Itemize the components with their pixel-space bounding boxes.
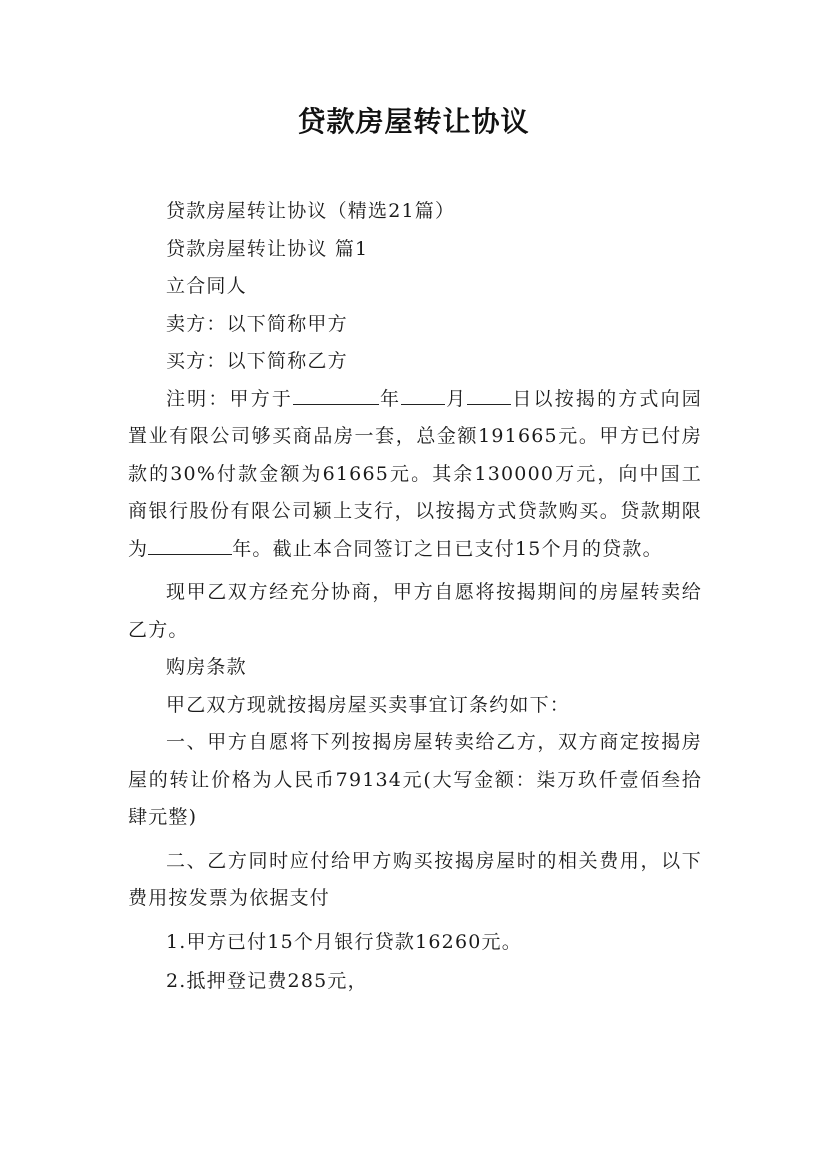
- fee-item-2: 2.抵押登记费285元，: [166, 970, 368, 992]
- agreement-intro: 甲乙双方现就按揭房屋买卖事宜订条约如下：: [166, 693, 571, 716]
- year-label: 年: [379, 387, 402, 410]
- note-text-middle: 日以按揭的方式向园置业有限公司够买商品房一套，总金额191665元。甲方已付房款的30%付款金额为61665元。其余130000万元，向中国工商银行股份有限公司颍上支行，以按揭方式贷款购买。贷款期限为: [128, 387, 702, 560]
- document-title: 贷款房屋转让协议: [297, 105, 530, 138]
- subtitle-paragraph: 贷款房屋转让协议（精选21篇）: [166, 200, 456, 222]
- date-day-blank: [467, 382, 511, 405]
- purchase-terms-heading: 购房条款: [166, 656, 247, 678]
- party-line: 立合同人: [166, 275, 247, 297]
- section-heading: 贷款房屋转让协议 篇1: [166, 237, 369, 260]
- clause-1: 一、甲方自愿将下列按揭房屋转卖给乙方，双方商定按揭房屋的转让价格为人民币79134元(大写金额：柒万玖仟壹佰叁拾肆元整): [128, 731, 702, 828]
- negotiation-paragraph: 现甲乙双方经充分协商，甲方自愿将按揭期间的房屋转卖给乙方。: [128, 581, 702, 641]
- clause-2: 二、乙方同时应付给甲方购买按揭房屋时的相关费用，以下费用按发票为依据支付: [128, 849, 702, 909]
- note-text-start: 注明：甲方于: [166, 387, 294, 410]
- month-label: 月: [445, 387, 468, 410]
- fee-item-1: 1.甲方已付15个月银行贷款16260元。: [166, 930, 522, 953]
- buyer-line: 买方：以下简称乙方: [166, 350, 348, 372]
- note-paragraph: [128, 381, 702, 569]
- seller-line: 卖方：以下简称甲方: [166, 312, 348, 335]
- date-month-blank: [401, 382, 445, 405]
- note-text-end: 年。截止本合同签订之日已支付15个月的贷款。: [232, 537, 663, 560]
- date-year-blank: [293, 382, 379, 405]
- document-body: [128, 193, 702, 1001]
- loan-term-blank: [148, 532, 232, 555]
